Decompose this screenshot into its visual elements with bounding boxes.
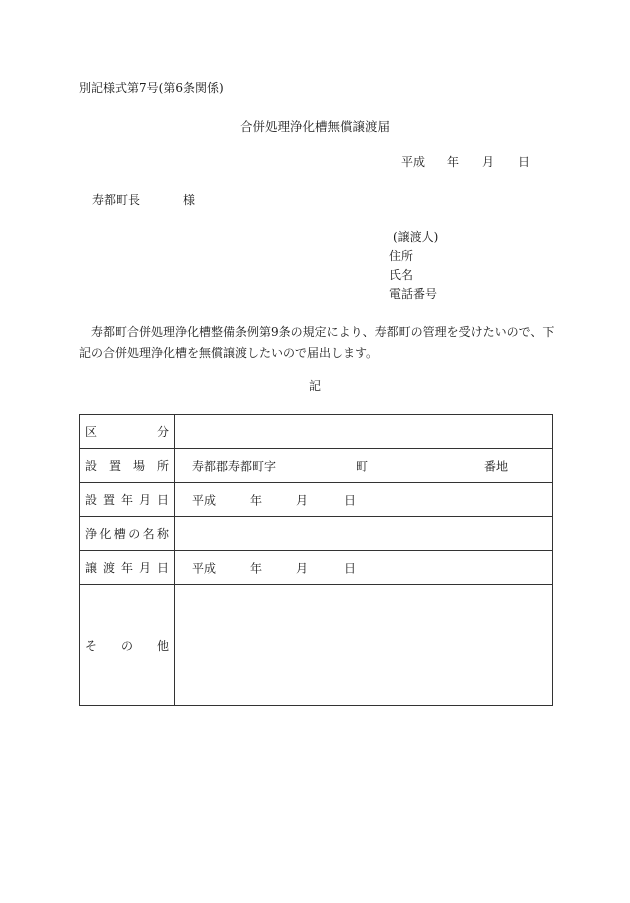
install-month-unit: 月 [296, 493, 309, 507]
transferor-name-label: 氏名 [389, 268, 414, 282]
date-era: 平成 [401, 155, 426, 169]
install-date-value [175, 483, 553, 517]
install-year-unit: 年 [250, 493, 263, 507]
table-row-location [80, 449, 553, 483]
transferor-header: (譲渡人) [393, 230, 439, 244]
category-label: 区分 [80, 415, 175, 449]
table-row-category [80, 415, 553, 449]
table-row-install-date [80, 483, 553, 517]
body-text: 寿都町合併処理浄化槽整備条例第9条の規定により、寿都町の管理を受けたいので、下記の合併処理浄化槽を無償譲渡したいので届出します。 [79, 325, 555, 360]
details-table [79, 414, 553, 706]
date-month-unit: 月 [482, 155, 495, 169]
ki-heading: 記 [308, 379, 321, 393]
tank-name-value [175, 517, 553, 551]
install-era: 平成 [192, 493, 217, 507]
transfer-era: 平成 [192, 561, 217, 575]
install-date-label: 設置年月日 [80, 483, 175, 517]
addressee-name: 寿都町長 [92, 193, 141, 207]
location-prefix: 寿都郡寿都町字 [192, 459, 277, 473]
install-day-unit: 日 [344, 493, 357, 507]
location-town-unit: 町 [356, 459, 369, 473]
transfer-year-unit: 年 [250, 561, 263, 575]
document-title: 合併処理浄化槽無償譲渡届 [239, 119, 390, 134]
transferor-phone-label: 電話番号 [389, 287, 438, 301]
other-label: その他 [80, 585, 175, 706]
table-row-transfer-date [80, 551, 553, 585]
form-number: 別記様式第7号(第6条関係) [79, 81, 224, 95]
transfer-month-unit: 月 [296, 561, 309, 575]
table-row-other [80, 585, 553, 706]
other-value [175, 585, 553, 706]
category-value [175, 415, 553, 449]
location-label: 設置場所 [80, 449, 175, 483]
table-row-tank-name [80, 517, 553, 551]
addressee-honorific: 様 [183, 193, 196, 207]
location-value [175, 449, 553, 483]
transfer-day-unit: 日 [344, 561, 357, 575]
transfer-date-label: 譲渡年月日 [80, 551, 175, 585]
tank-name-label: 浄化槽の名称 [80, 517, 175, 551]
transferor-address-label: 住所 [389, 249, 414, 263]
transfer-date-value [175, 551, 553, 585]
location-banchi-unit: 番地 [484, 459, 509, 473]
date-year-unit: 年 [447, 155, 460, 169]
date-day-unit: 日 [518, 155, 531, 169]
